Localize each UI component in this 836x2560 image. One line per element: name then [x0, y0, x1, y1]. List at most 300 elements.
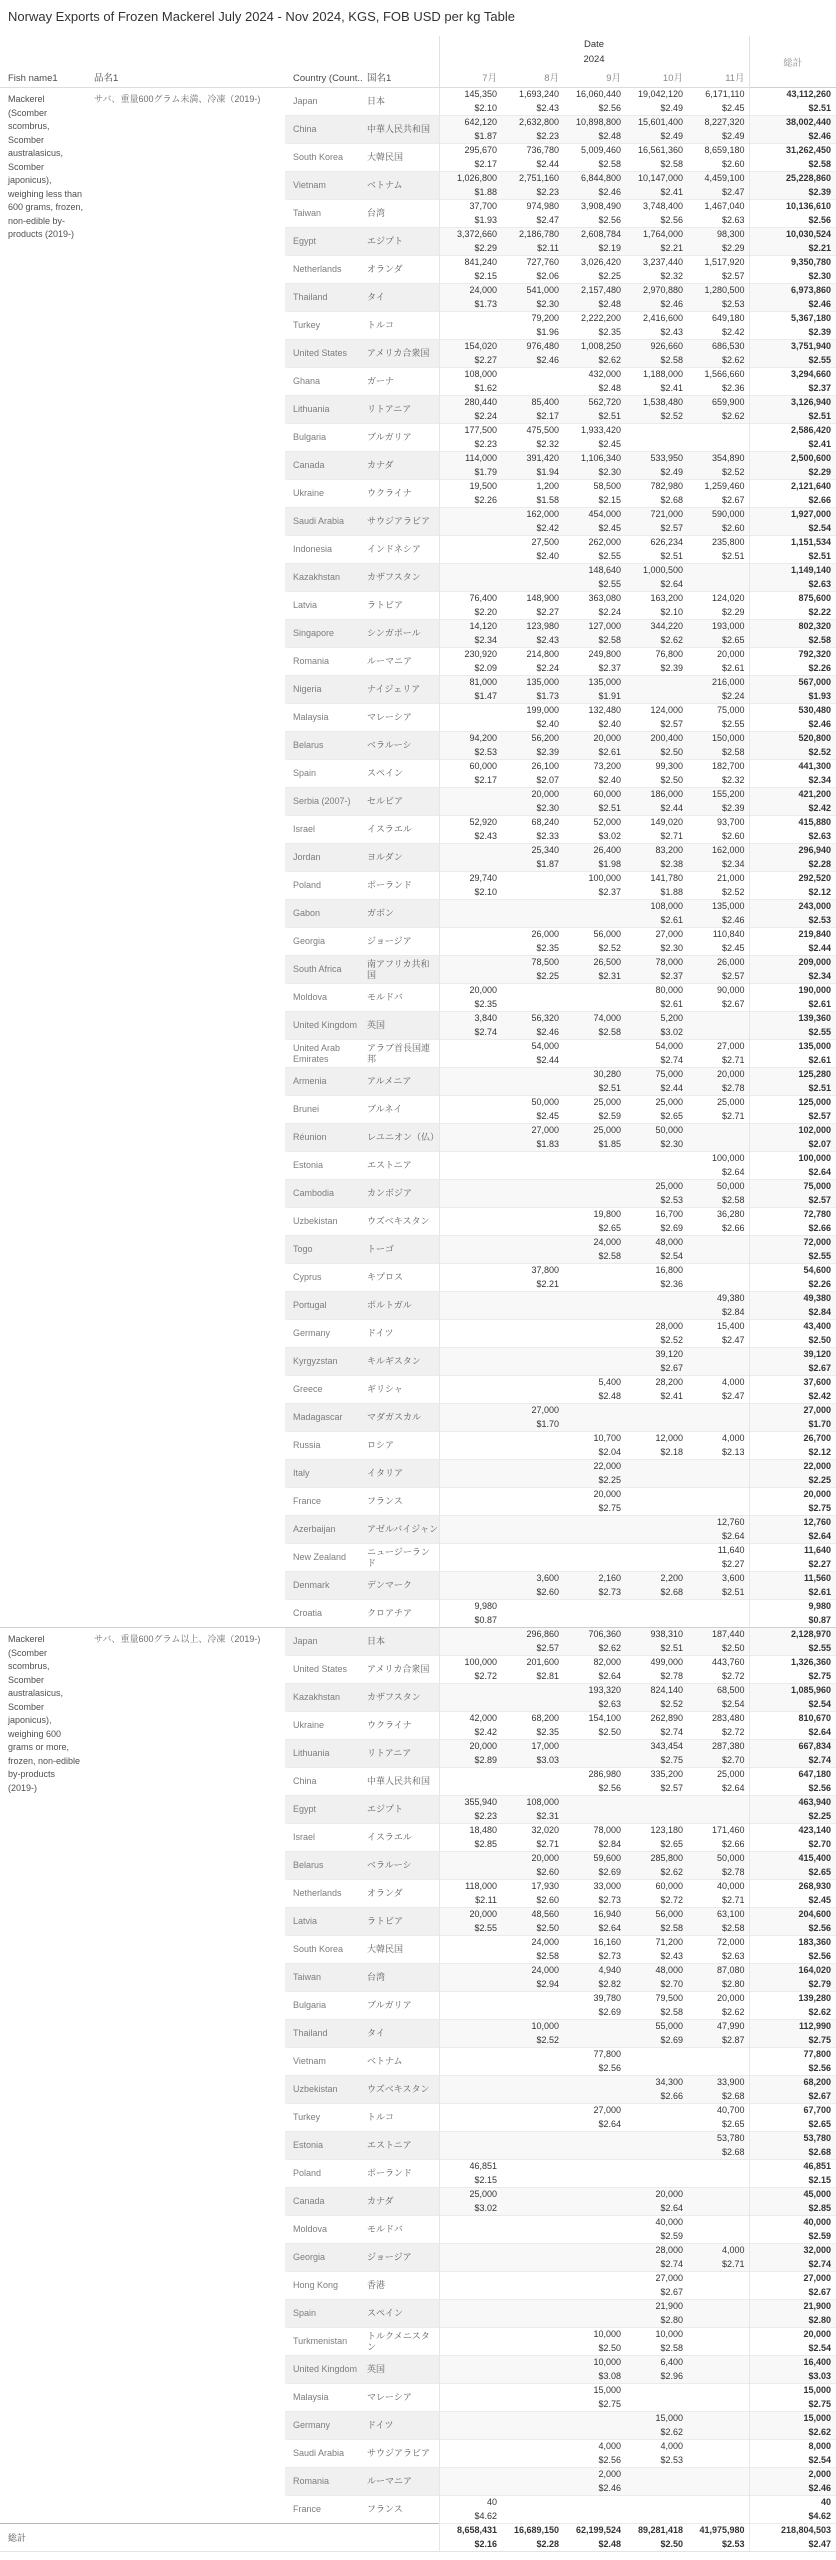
country-name-cell[interactable]: [285, 368, 363, 396]
month-value-cell[interactable]: [563, 2384, 625, 2412]
grand-total-cell[interactable]: [749, 2524, 836, 2552]
country-jp-cell[interactable]: [363, 676, 439, 704]
month-value-cell[interactable]: [439, 1488, 501, 1516]
month-value-cell[interactable]: [625, 2048, 687, 2076]
country-jp-cell[interactable]: [363, 956, 439, 984]
month-value-cell[interactable]: [439, 200, 501, 228]
fish-name-cell[interactable]: [0, 88, 90, 1628]
month-value-cell[interactable]: [563, 1796, 625, 1824]
month-value-cell[interactable]: [563, 2440, 625, 2468]
month-value-cell[interactable]: [439, 2496, 501, 2524]
month-value-cell[interactable]: [439, 144, 501, 172]
month-value-cell[interactable]: [625, 2216, 687, 2244]
month-value-cell[interactable]: [501, 256, 563, 284]
month-value-cell[interactable]: [563, 2160, 625, 2188]
country-name-cell[interactable]: [285, 1180, 363, 1208]
country-jp-cell[interactable]: [363, 1936, 439, 1964]
month-value-cell[interactable]: [501, 312, 563, 340]
month-value-cell[interactable]: [625, 1740, 687, 1768]
country-name-cell[interactable]: [285, 872, 363, 900]
month-value-cell[interactable]: [563, 1740, 625, 1768]
row-total-cell[interactable]: [749, 648, 836, 676]
col-header-country[interactable]: Country (Count..: [285, 66, 363, 88]
month-value-cell[interactable]: [439, 1012, 501, 1040]
month-value-cell[interactable]: [563, 172, 625, 200]
month-value-cell[interactable]: [687, 1572, 749, 1600]
month-value-cell[interactable]: [563, 732, 625, 760]
grand-total-row[interactable]: [0, 2524, 836, 2552]
country-name-cell[interactable]: [285, 1068, 363, 1096]
country-name-cell[interactable]: [285, 1432, 363, 1460]
month-value-cell[interactable]: [563, 2496, 625, 2524]
month-value-cell[interactable]: [563, 1152, 625, 1180]
month-value-cell[interactable]: [563, 1348, 625, 1376]
month-value-cell[interactable]: [439, 844, 501, 872]
month-value-cell[interactable]: [501, 1432, 563, 1460]
month-value-cell[interactable]: [439, 340, 501, 368]
month-value-cell[interactable]: [687, 984, 749, 1012]
month-value-cell[interactable]: [563, 1404, 625, 1432]
row-total-cell[interactable]: [749, 788, 836, 816]
row-total-cell[interactable]: [749, 1600, 836, 1628]
month-value-cell[interactable]: [687, 1544, 749, 1572]
month-value-cell[interactable]: [687, 1684, 749, 1712]
row-total-cell[interactable]: [749, 928, 836, 956]
month-value-cell[interactable]: [625, 424, 687, 452]
country-jp-cell[interactable]: [363, 2356, 439, 2384]
month-value-cell[interactable]: [501, 1572, 563, 1600]
row-total-cell[interactable]: [749, 452, 836, 480]
month-value-cell[interactable]: [687, 704, 749, 732]
month-value-cell[interactable]: [625, 508, 687, 536]
country-name-cell[interactable]: [285, 1124, 363, 1152]
month-value-cell[interactable]: [563, 2272, 625, 2300]
month-value-cell[interactable]: [625, 1040, 687, 1068]
country-jp-cell[interactable]: [363, 620, 439, 648]
month-value-cell[interactable]: [439, 872, 501, 900]
month-value-cell[interactable]: [563, 312, 625, 340]
month-value-cell[interactable]: [501, 424, 563, 452]
month-value-cell[interactable]: [687, 1712, 749, 1740]
month-value-cell[interactable]: [687, 1992, 749, 2020]
row-total-cell[interactable]: [749, 508, 836, 536]
month-value-cell[interactable]: [563, 480, 625, 508]
country-name-cell[interactable]: [285, 1488, 363, 1516]
month-value-cell[interactable]: [563, 900, 625, 928]
month-value-cell[interactable]: [563, 144, 625, 172]
month-value-cell[interactable]: [439, 1320, 501, 1348]
country-name-cell[interactable]: [285, 1600, 363, 1628]
row-total-cell[interactable]: [749, 1096, 836, 1124]
country-jp-cell[interactable]: [363, 1348, 439, 1376]
month-value-cell[interactable]: [687, 200, 749, 228]
country-jp-cell[interactable]: [363, 1096, 439, 1124]
month-value-cell[interactable]: [687, 2160, 749, 2188]
month-value-cell[interactable]: [501, 1320, 563, 1348]
month-value-cell[interactable]: [501, 2132, 563, 2160]
month-value-cell[interactable]: [687, 2020, 749, 2048]
country-jp-cell[interactable]: [363, 1572, 439, 1600]
month-value-cell[interactable]: [563, 1180, 625, 1208]
month-value-cell[interactable]: [563, 1684, 625, 1712]
month-value-cell[interactable]: [687, 2048, 749, 2076]
month-value-cell[interactable]: [563, 956, 625, 984]
month-value-cell[interactable]: [439, 564, 501, 592]
country-name-cell[interactable]: [285, 2300, 363, 2328]
month-value-cell[interactable]: [439, 676, 501, 704]
country-name-cell[interactable]: [285, 844, 363, 872]
month-value-cell[interactable]: [439, 1292, 501, 1320]
month-value-cell[interactable]: [501, 1656, 563, 1684]
country-name-cell[interactable]: [285, 1572, 363, 1600]
month-value-cell[interactable]: [439, 2020, 501, 2048]
month-value-cell[interactable]: [625, 844, 687, 872]
country-name-cell[interactable]: [285, 1908, 363, 1936]
country-jp-cell[interactable]: [363, 1404, 439, 1432]
country-jp-cell[interactable]: [363, 116, 439, 144]
country-jp-cell[interactable]: [363, 1600, 439, 1628]
month-value-cell[interactable]: [687, 1516, 749, 1544]
month-value-cell[interactable]: [501, 1264, 563, 1292]
month-value-cell[interactable]: [687, 2132, 749, 2160]
month-value-cell[interactable]: [625, 2384, 687, 2412]
country-name-cell[interactable]: [285, 1964, 363, 1992]
month-value-cell[interactable]: [439, 900, 501, 928]
month-value-cell[interactable]: [687, 312, 749, 340]
month-value-cell[interactable]: [687, 1488, 749, 1516]
month-value-cell[interactable]: [625, 256, 687, 284]
month-value-cell[interactable]: [439, 1376, 501, 1404]
country-jp-cell[interactable]: [363, 732, 439, 760]
month-value-cell[interactable]: [439, 284, 501, 312]
month-value-cell[interactable]: [625, 788, 687, 816]
row-total-cell[interactable]: [749, 1572, 836, 1600]
country-jp-cell[interactable]: [363, 564, 439, 592]
month-value-cell[interactable]: [439, 1964, 501, 1992]
row-total-cell[interactable]: [749, 2384, 836, 2412]
month-value-cell[interactable]: [501, 1152, 563, 1180]
month-value-cell[interactable]: [439, 508, 501, 536]
month-value-cell[interactable]: [687, 1236, 749, 1264]
month-value-cell[interactable]: [501, 2104, 563, 2132]
country-jp-cell[interactable]: [363, 2020, 439, 2048]
row-total-cell[interactable]: [749, 1264, 836, 1292]
month-value-cell[interactable]: [563, 116, 625, 144]
month-value-cell[interactable]: [563, 676, 625, 704]
row-total-cell[interactable]: [749, 1544, 836, 1572]
month-value-cell[interactable]: [501, 144, 563, 172]
month-value-cell[interactable]: [687, 1096, 749, 1124]
row-total-cell[interactable]: [749, 2188, 836, 2216]
country-name-cell[interactable]: [285, 1740, 363, 1768]
month-value-cell[interactable]: [501, 620, 563, 648]
country-jp-cell[interactable]: [363, 2328, 439, 2356]
row-total-cell[interactable]: [749, 200, 836, 228]
month-value-cell[interactable]: [625, 1544, 687, 1572]
grand-total-month-cell[interactable]: [563, 2524, 625, 2552]
month-value-cell[interactable]: [687, 2440, 749, 2468]
month-value-cell[interactable]: [687, 2328, 749, 2356]
country-jp-cell[interactable]: [363, 2048, 439, 2076]
month-value-cell[interactable]: [439, 2188, 501, 2216]
month-value-cell[interactable]: [687, 1292, 749, 1320]
month-value-cell[interactable]: [625, 1516, 687, 1544]
month-value-cell[interactable]: [439, 2076, 501, 2104]
country-jp-cell[interactable]: [363, 2216, 439, 2244]
month-value-cell[interactable]: [563, 1964, 625, 1992]
month-value-cell[interactable]: [625, 648, 687, 676]
month-value-cell[interactable]: [625, 2076, 687, 2104]
row-total-cell[interactable]: [749, 704, 836, 732]
country-name-cell[interactable]: [285, 2160, 363, 2188]
month-value-cell[interactable]: [563, 1096, 625, 1124]
row-total-cell[interactable]: [749, 312, 836, 340]
col-header-product-name[interactable]: 品名1: [90, 66, 285, 88]
month-value-cell[interactable]: [687, 424, 749, 452]
month-value-cell[interactable]: [439, 1264, 501, 1292]
month-value-cell[interactable]: [563, 760, 625, 788]
row-total-cell[interactable]: [749, 1012, 836, 1040]
month-value-cell[interactable]: [687, 844, 749, 872]
month-value-cell[interactable]: [501, 816, 563, 844]
month-value-cell[interactable]: [625, 1768, 687, 1796]
month-value-cell[interactable]: [563, 284, 625, 312]
country-name-cell[interactable]: [285, 2468, 363, 2496]
country-name-cell[interactable]: [285, 480, 363, 508]
col-header-month[interactable]: 11月: [687, 66, 749, 88]
month-value-cell[interactable]: [439, 1908, 501, 1936]
month-value-cell[interactable]: [501, 1236, 563, 1264]
country-jp-cell[interactable]: [363, 228, 439, 256]
month-value-cell[interactable]: [625, 200, 687, 228]
country-name-cell[interactable]: [285, 1264, 363, 1292]
month-value-cell[interactable]: [501, 1712, 563, 1740]
month-value-cell[interactable]: [625, 2244, 687, 2272]
row-total-cell[interactable]: [749, 2216, 836, 2244]
row-total-cell[interactable]: [749, 396, 836, 424]
month-value-cell[interactable]: [625, 676, 687, 704]
country-name-cell[interactable]: [285, 928, 363, 956]
country-name-cell[interactable]: [285, 200, 363, 228]
month-value-cell[interactable]: [687, 1880, 749, 1908]
month-value-cell[interactable]: [501, 1824, 563, 1852]
row-total-cell[interactable]: [749, 2244, 836, 2272]
row-total-cell[interactable]: [749, 116, 836, 144]
month-value-cell[interactable]: [687, 88, 749, 116]
month-value-cell[interactable]: [501, 564, 563, 592]
country-name-cell[interactable]: [285, 704, 363, 732]
month-value-cell[interactable]: [625, 900, 687, 928]
month-value-cell[interactable]: [687, 900, 749, 928]
month-value-cell[interactable]: [439, 592, 501, 620]
month-value-cell[interactable]: [563, 2076, 625, 2104]
month-value-cell[interactable]: [625, 1152, 687, 1180]
country-name-cell[interactable]: [285, 1292, 363, 1320]
date-header[interactable]: Date: [439, 36, 749, 52]
month-value-cell[interactable]: [439, 648, 501, 676]
month-value-cell[interactable]: [439, 1068, 501, 1096]
row-total-cell[interactable]: [749, 1516, 836, 1544]
month-value-cell[interactable]: [625, 1572, 687, 1600]
row-total-cell[interactable]: [749, 1656, 836, 1684]
month-value-cell[interactable]: [439, 368, 501, 396]
month-value-cell[interactable]: [501, 1880, 563, 1908]
month-value-cell[interactable]: [439, 2132, 501, 2160]
month-value-cell[interactable]: [687, 1180, 749, 1208]
month-value-cell[interactable]: [625, 480, 687, 508]
total-column-header[interactable]: 総計: [749, 36, 836, 88]
country-jp-cell[interactable]: [363, 928, 439, 956]
month-value-cell[interactable]: [625, 1992, 687, 2020]
month-value-cell[interactable]: [563, 2356, 625, 2384]
month-value-cell[interactable]: [687, 872, 749, 900]
country-jp-cell[interactable]: [363, 1236, 439, 1264]
col-header-month[interactable]: 7月: [439, 66, 501, 88]
month-value-cell[interactable]: [687, 1852, 749, 1880]
row-total-cell[interactable]: [749, 984, 836, 1012]
month-value-cell[interactable]: [563, 2216, 625, 2244]
row-total-cell[interactable]: [749, 2076, 836, 2104]
month-value-cell[interactable]: [501, 2272, 563, 2300]
month-value-cell[interactable]: [563, 396, 625, 424]
month-value-cell[interactable]: [563, 1208, 625, 1236]
month-value-cell[interactable]: [687, 480, 749, 508]
month-value-cell[interactable]: [687, 1040, 749, 1068]
month-value-cell[interactable]: [501, 116, 563, 144]
fish-name-cell[interactable]: [0, 1628, 90, 2524]
month-value-cell[interactable]: [439, 1656, 501, 1684]
month-value-cell[interactable]: [501, 2412, 563, 2440]
month-value-cell[interactable]: [687, 1936, 749, 1964]
month-value-cell[interactable]: [625, 732, 687, 760]
month-value-cell[interactable]: [687, 1768, 749, 1796]
month-value-cell[interactable]: [439, 956, 501, 984]
row-total-cell[interactable]: [749, 1348, 836, 1376]
country-name-cell[interactable]: [285, 284, 363, 312]
country-jp-cell[interactable]: [363, 1852, 439, 1880]
month-value-cell[interactable]: [687, 564, 749, 592]
month-value-cell[interactable]: [563, 424, 625, 452]
country-jp-cell[interactable]: [363, 1460, 439, 1488]
month-value-cell[interactable]: [563, 2188, 625, 2216]
month-value-cell[interactable]: [501, 1600, 563, 1628]
month-value-cell[interactable]: [563, 1880, 625, 1908]
country-name-cell[interactable]: [285, 2020, 363, 2048]
month-value-cell[interactable]: [687, 2356, 749, 2384]
month-value-cell[interactable]: [563, 2104, 625, 2132]
country-name-cell[interactable]: [285, 1768, 363, 1796]
month-value-cell[interactable]: [625, 1180, 687, 1208]
month-value-cell[interactable]: [625, 956, 687, 984]
month-value-cell[interactable]: [439, 2216, 501, 2244]
month-value-cell[interactable]: [439, 1684, 501, 1712]
month-value-cell[interactable]: [563, 564, 625, 592]
country-jp-cell[interactable]: [363, 1180, 439, 1208]
year-header[interactable]: 2024: [439, 52, 749, 66]
month-value-cell[interactable]: [687, 2104, 749, 2132]
country-jp-cell[interactable]: [363, 2384, 439, 2412]
month-value-cell[interactable]: [563, 228, 625, 256]
row-total-cell[interactable]: [749, 2328, 836, 2356]
month-value-cell[interactable]: [501, 900, 563, 928]
month-value-cell[interactable]: [501, 452, 563, 480]
month-value-cell[interactable]: [501, 592, 563, 620]
country-jp-cell[interactable]: [363, 396, 439, 424]
month-value-cell[interactable]: [501, 732, 563, 760]
country-jp-cell[interactable]: [363, 1124, 439, 1152]
country-jp-cell[interactable]: [363, 2132, 439, 2160]
month-value-cell[interactable]: [625, 2468, 687, 2496]
month-value-cell[interactable]: [501, 844, 563, 872]
country-name-cell[interactable]: [285, 1320, 363, 1348]
country-jp-cell[interactable]: [363, 844, 439, 872]
month-value-cell[interactable]: [563, 1012, 625, 1040]
row-total-cell[interactable]: [749, 760, 836, 788]
month-value-cell[interactable]: [625, 2356, 687, 2384]
month-value-cell[interactable]: [501, 2244, 563, 2272]
month-value-cell[interactable]: [687, 2384, 749, 2412]
country-jp-cell[interactable]: [363, 1544, 439, 1572]
country-jp-cell[interactable]: [363, 1768, 439, 1796]
month-value-cell[interactable]: [687, 1320, 749, 1348]
country-name-cell[interactable]: [285, 1936, 363, 1964]
row-total-cell[interactable]: [749, 1292, 836, 1320]
country-name-cell[interactable]: [285, 1880, 363, 1908]
month-value-cell[interactable]: [501, 928, 563, 956]
month-value-cell[interactable]: [501, 984, 563, 1012]
month-value-cell[interactable]: [687, 1460, 749, 1488]
month-value-cell[interactable]: [501, 2328, 563, 2356]
month-value-cell[interactable]: [501, 508, 563, 536]
country-name-cell[interactable]: [285, 172, 363, 200]
month-value-cell[interactable]: [501, 340, 563, 368]
month-value-cell[interactable]: [501, 2440, 563, 2468]
month-value-cell[interactable]: [501, 228, 563, 256]
month-value-cell[interactable]: [439, 816, 501, 844]
month-value-cell[interactable]: [439, 2272, 501, 2300]
month-value-cell[interactable]: [501, 1516, 563, 1544]
month-value-cell[interactable]: [625, 1348, 687, 1376]
row-total-cell[interactable]: [749, 1712, 836, 1740]
month-value-cell[interactable]: [563, 1600, 625, 1628]
month-value-cell[interactable]: [563, 1628, 625, 1656]
month-value-cell[interactable]: [439, 1824, 501, 1852]
row-total-cell[interactable]: [749, 2496, 836, 2524]
month-value-cell[interactable]: [687, 340, 749, 368]
month-value-cell[interactable]: [687, 1124, 749, 1152]
country-name-cell[interactable]: [285, 1516, 363, 1544]
month-value-cell[interactable]: [687, 2412, 749, 2440]
month-value-cell[interactable]: [687, 760, 749, 788]
month-value-cell[interactable]: [563, 2132, 625, 2160]
country-name-cell[interactable]: [285, 760, 363, 788]
month-value-cell[interactable]: [625, 1908, 687, 1936]
month-value-cell[interactable]: [563, 1516, 625, 1544]
month-value-cell[interactable]: [439, 2356, 501, 2384]
row-total-cell[interactable]: [749, 816, 836, 844]
month-value-cell[interactable]: [625, 1292, 687, 1320]
month-value-cell[interactable]: [625, 1684, 687, 1712]
col-header-month[interactable]: 8月: [501, 66, 563, 88]
month-value-cell[interactable]: [625, 1656, 687, 1684]
row-total-cell[interactable]: [749, 1208, 836, 1236]
month-value-cell[interactable]: [625, 2440, 687, 2468]
month-value-cell[interactable]: [501, 956, 563, 984]
month-value-cell[interactable]: [625, 1404, 687, 1432]
month-value-cell[interactable]: [501, 1292, 563, 1320]
month-value-cell[interactable]: [439, 2412, 501, 2440]
month-value-cell[interactable]: [625, 2160, 687, 2188]
